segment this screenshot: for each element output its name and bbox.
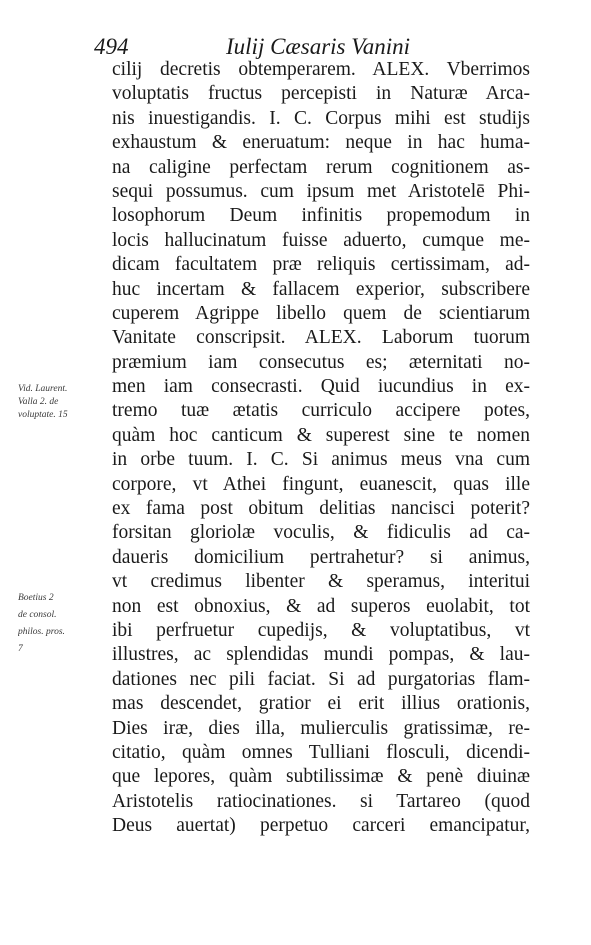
text-line: men iam consecrasti. Quid iucundius in ex- [112,376,530,398]
text-line: in orbe tuum. I. C. Si animus meus vna cum [112,449,530,471]
text-line: cuperem Agrippe libello quem de scientiarum [112,302,530,324]
text-line: exhaustum & eneruatum: neque in hac huma- [112,132,530,154]
text-line: daueris domicilium pertrahetur? si animus, [112,546,530,568]
text-line: Dies iræ, dies illa, mulierculis gratissimæ, re- [112,717,530,739]
marginal-note-line: de consol. [18,610,57,620]
text-line: locis hallucinatum fuisse aduerto, cumque me- [112,229,530,251]
text-line: ex fama post obitum delitias nancisci poterit? [112,498,530,520]
marginal-note-line: Vid. Laurent. [18,384,68,394]
text-line: corpore, vt Athei fingunt, euanescit, quas ille [112,473,530,495]
text-line: quàm hoc canticum & superest sine te nomen [112,424,530,446]
text-line: Vanitate conscripsit. ALEX. Laborum tuorum [112,327,530,349]
text-line: que lepores, quàm subtilissimæ & penè diuinæ [112,766,530,788]
text-line: dationes nec pili faciat. Si ad purgatorias flam- [112,668,530,690]
marginal-note-line: Boetius 2 [18,593,54,603]
text-line: dicam facultatem præ reliquis certissimam, ad- [112,254,530,276]
text-line: mas descendet, gratior ei erit illius orationis, [112,693,530,715]
body-text [112,58,530,839]
text-line: huc incertam & fallacem experior, subscribere [112,278,530,300]
text-line: tremo tuæ ætatis curriculo accipere potes, [112,400,530,422]
text-line: cilij decretis obtemperarem. ALEX. Vberrimos [112,59,530,80]
text-line: illustres, ac splendidas mundi pompas, & lau- [112,644,530,666]
text-line: vt credimus libenter & speramus, interitui [112,571,530,593]
marginal-note-valla [18,383,98,422]
text-line: Deus auertat) perpetuo carceri emancipatur, [112,815,530,837]
running-head: Iulij Cæsaris Vanini [226,34,411,59]
text-line: ibi perfruetur cupedijs, & voluptatibus, vt [112,619,530,641]
text-line: Aristotelis ratiocinationes. si Tartareo (quod [112,790,530,812]
text-line: nis inuestigandis. I. C. Corpus mihi est studijs [112,107,530,129]
text-line: forsitan gloriolæ voculis, & fidiculis ad ca- [112,522,530,544]
page-number: 494 [94,34,129,59]
text-line: losophorum Deum infinitis propemodum in [112,205,530,227]
text-line: na caligine perfectam rerum cognitionem as- [112,156,530,178]
text-line: citatio, quàm omnes Tulliani flosculi, dicendi- [112,741,530,763]
marginal-note-line: philos. pros. [18,627,65,637]
text-line: voluptatis fructus percepisti in Naturæ Arca- [112,83,530,105]
marginal-note-line: 7 [18,644,23,654]
text-line: non est obnoxius, & ad superos euolabit, tot [112,595,530,617]
marginal-note-boetius [18,590,98,658]
text-line: præmium iam consecutus es; æternitati no- [112,351,530,373]
marginal-note-line: Valla 2. de [18,397,59,407]
text-line: sequi possumus. cum ipsum met Aristotelē Phi- [112,180,530,202]
marginal-note-line: voluptate. 15 [18,410,68,420]
